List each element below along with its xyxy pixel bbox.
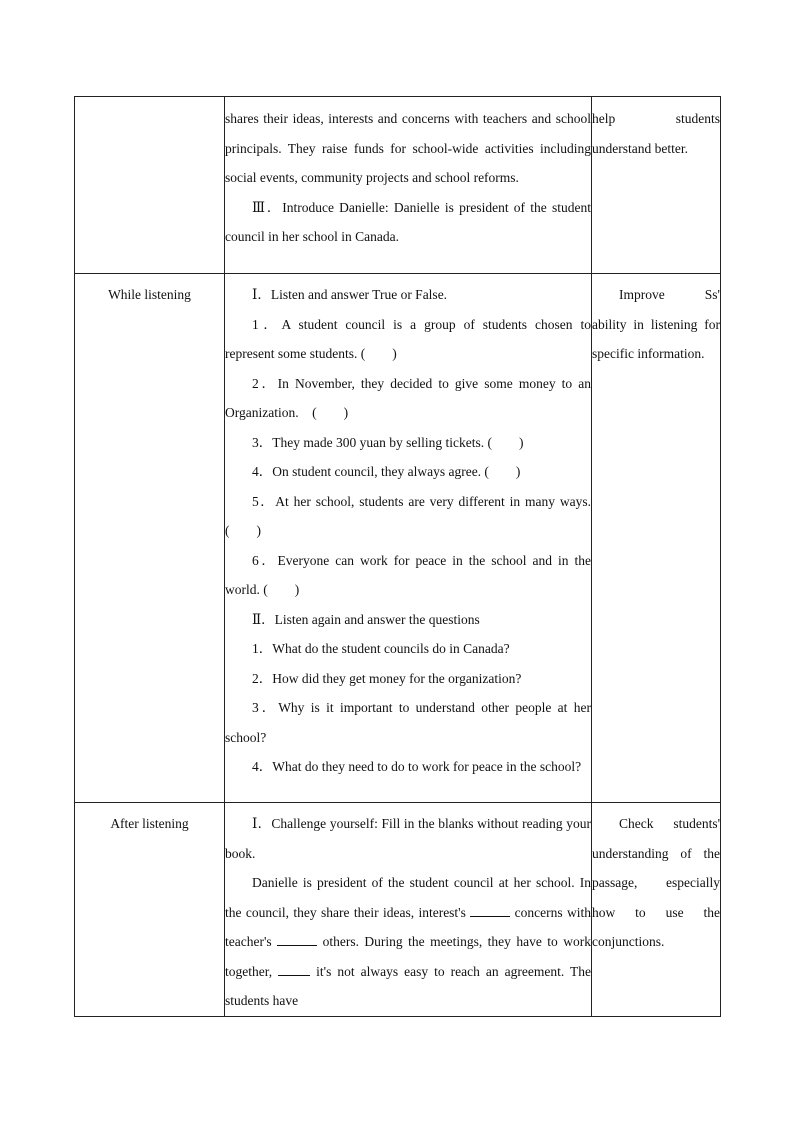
- content-paragraph: 2．How did they get money for the organization?: [252, 670, 522, 686]
- passage-text: others. During the meetings, they have to work together,: [225, 934, 592, 979]
- content-paragraph: 1．What do the student councils do in Canada?: [252, 641, 510, 656]
- table-row: [75, 97, 721, 274]
- content-paragraph: 5．At her school, students are very different in many ways. ( ): [225, 493, 591, 538]
- fill-blank[interactable]: [277, 933, 317, 946]
- aim-cell: [592, 97, 721, 274]
- stage-cell: [75, 97, 225, 274]
- content-paragraph: 4．What do they need to do to work for peace in the school?: [252, 759, 582, 774]
- content-paragraph: shares their ideas, interests and concerns with teachers and school principals. They raise funds for school-wide activities including social events, community projects and school reforms.: [225, 111, 591, 185]
- stage-label: After listening: [110, 816, 189, 831]
- content-paragraph: Ⅲ．Introduce Danielle: Danielle is president of the student council in her school in Canada.: [225, 199, 591, 244]
- content-paragraph: 3．Why is it important to understand other people at her school?: [225, 700, 591, 745]
- aim-text: help students understand better.: [592, 111, 720, 156]
- content-paragraph: Ⅱ．Listen again and answer the questions: [252, 611, 480, 627]
- passage-text: concerns with teacher's: [225, 904, 592, 949]
- passage-text: Danielle is president of the student council at her school. In the council, they share their ideas, interest's: [225, 875, 591, 920]
- aim-text: Improve Ss' ability in listening for specific information.: [592, 287, 720, 361]
- content-paragraph: 2．In November, they decided to give some money to an Organization. ( ): [225, 375, 591, 420]
- content-paragraph: Ⅰ．Challenge yourself: Fill in the blanks without reading your book.: [225, 816, 591, 861]
- aim-cell: [592, 274, 721, 803]
- aim-text: Check students' understanding of the passage, especially how to use the conjunctions.: [592, 816, 720, 949]
- content-paragraph: Ⅰ．Listen and answer True or False.: [252, 287, 448, 302]
- content-paragraph: 6．Everyone can work for peace in the school and in the world. ( ): [225, 552, 591, 597]
- fill-blank[interactable]: [470, 904, 510, 917]
- table-row: [75, 274, 721, 803]
- aim-cell: [592, 803, 721, 1017]
- fill-blank[interactable]: [278, 963, 310, 976]
- content-paragraph: 1．A student council is a group of students chosen to represent some students. ( ): [225, 316, 591, 361]
- content-paragraph: 4．On student council, they always agree. ( ): [252, 464, 521, 479]
- lesson-plan-table: [74, 96, 721, 1017]
- stage-cell: [75, 803, 225, 1017]
- passage-paragraph: [225, 868, 591, 1016]
- table-row: [75, 803, 721, 1017]
- content-cell: [225, 97, 592, 274]
- content-cell: [225, 803, 592, 1017]
- stage-label: While listening: [108, 287, 191, 302]
- stage-cell: [75, 274, 225, 803]
- passage-text: it's not always easy to reach an agreement. The students have: [225, 963, 592, 1008]
- content-paragraph: 3．They made 300 yuan by selling tickets. ( ): [252, 434, 524, 450]
- content-cell: [225, 274, 592, 803]
